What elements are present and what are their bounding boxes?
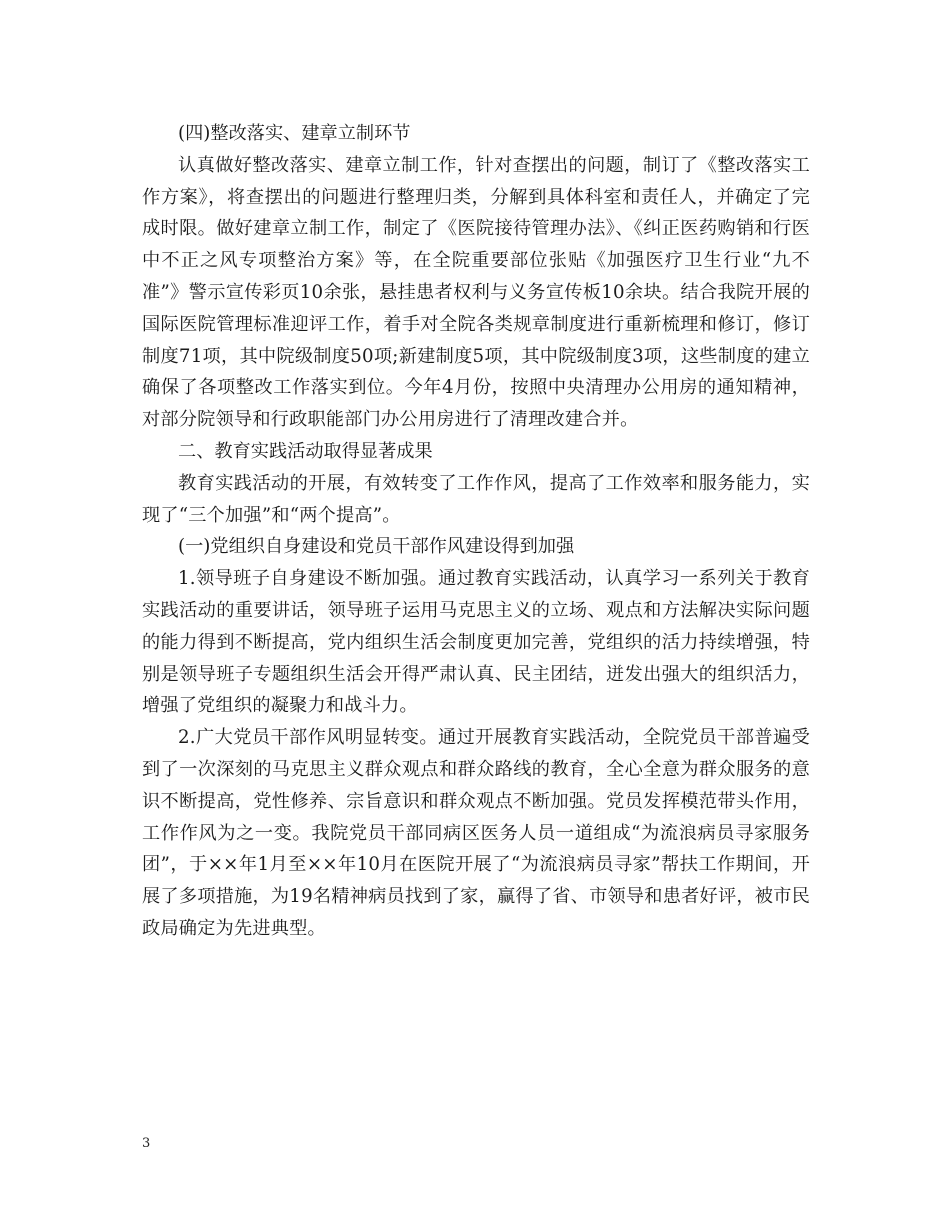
subsection-heading-party-building: (一)党组织自身建设和党员干部作风建设得到加强 xyxy=(178,536,575,558)
section-heading-rectification: (四)整改落实、建章立制环节 xyxy=(178,123,411,144)
paragraph-leadership: 1.领导班子自身建设不断加强。通过教育实践活动，认真学习一系列关于教育实践活动的重要讲话，领导班子运用马克思主义的立场、观点和方法解决实际问题的能力得到不断提高，党内组织生活会制度更加完善，党组织的活力持续增强，特别是领导班子专题组织生活会开得严肃认真、民主团结，迸发出强大的组织活力，增强了党组织的凝聚力和战斗力。 xyxy=(142,568,810,717)
paragraph-rectification: 认真做好整改落实、建章立制工作，针对查摆出的问题，制订了《整改落实工作方案》，将查摆出的问题进行整理归类，分解到具体科室和责任人，并确定了完成时限。做好建章立制工作，制定了《医院接待管理办法》、《纠正医药购销和行医中不正之风专项整治方案》等，在全院重要部位张贴《加强医疗卫生行业“九不准”》警示宣传彩页10余张，悬挂患者权利与义务宣传板10余块。结合我院开展的国际医院管理标准迎评工作，着手对全院各类规章制度进行重新梳理和修订，修订制度71项，其中院级制度50项;新建制度5项，其中院级制度3项，这些制度的建立确保了各项整改工作落实到位。今年4月份，按照中央清理办公用房的通知精神，对部分院领导和行政职能部门办公用房进行了清理改建合并。 xyxy=(142,154,810,431)
document-body xyxy=(142,118,810,945)
section-heading-results: 二、教育实践活动取得显著成果 xyxy=(178,440,433,462)
paragraph-cadre-style: 2.广大党员干部作风明显转变。通过开展教育实践活动，全院党员干部普遍受到了一次深刻的马克思主义群众观点和群众路线的教育，全心全意为群众服务的意识不断提高，党性修养、宗旨意识和群众观点不断加强。党员发挥模范带头作用，工作作风为之一变。我院党员干部同病区医务人员一道组成“为流浪病员寻家服务团”，于××年1月至××年10月在医院开展了“为流浪病员寻家”帮扶工作期间，开展了多项措施，为19名精神病员找到了家，赢得了省、市领导和患者好评，被市民政局确定为先进典型。 xyxy=(142,727,810,939)
paragraph-results-intro: 教育实践活动的开展，有效转变了工作作风，提高了工作效率和服务能力，实现了“三个加强”和“两个提高”。 xyxy=(142,472,810,526)
page-number: 3 xyxy=(142,1136,151,1151)
